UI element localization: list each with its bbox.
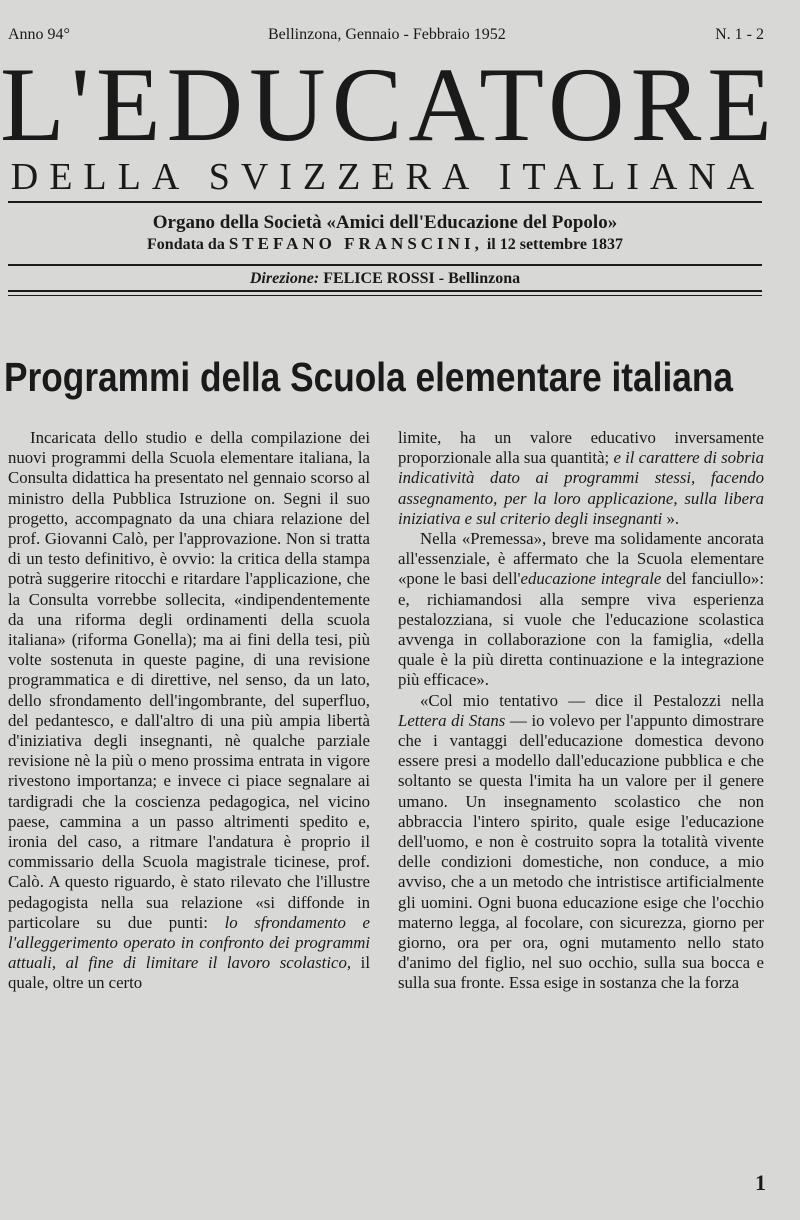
text-run: ». (666, 508, 680, 528)
divider (8, 295, 762, 296)
publication-date: Bellinzona, Gennaio - Febbraio 1952 (268, 26, 506, 43)
organ-line: Organo della Società «Amici dell'Educazione del Popolo» (152, 212, 618, 233)
text-run: il quale, oltre un certo (8, 953, 370, 993)
founder-name: STEFANO FRANSCINI, (228, 234, 483, 253)
issue-number: N. 1 - 2 (715, 26, 764, 43)
text-run: Nella «Premessa», breve ma solidamente ancorata all'essenziale, è affermato che la Scuola elementare «pone le basi dell' (398, 529, 764, 589)
italic-run: e il carattere di sobria indicatività dato ai programmi stessi, facendo assegnamento, per la loro applicazione, sulla libera iniziativa e sul criterio degli insegnanti (398, 448, 764, 528)
masthead-title: L'EDUCATORE (0, 46, 779, 163)
article-title: Programmi della Scuola elementare italiana (4, 354, 733, 400)
founded-line (8, 234, 762, 254)
paragraph (398, 691, 764, 994)
direction-label: Direzione: (249, 270, 320, 287)
italic-run: lo sfrondamento e l'alleggerimento operato in confronto dei programmi attuali, al fine di limitare il lavoro scolastico, (8, 912, 370, 973)
article-column-right (398, 428, 764, 994)
direction-line (8, 270, 762, 288)
divider (8, 290, 762, 292)
paragraph (398, 529, 764, 691)
director-name: FELICE ROSSI - Bellinzona (323, 270, 521, 287)
volume-year: Anno 94° (8, 26, 70, 43)
paragraph (398, 428, 764, 529)
paragraph (8, 428, 370, 994)
masthead-subtitle: DELLA SVIZZERA ITALIANA (10, 156, 766, 198)
text-run: «Col mio tentativo — dice il Pestalozzi nella (420, 690, 764, 710)
text-run: limite, ha un valore educativo inversamente proporzionale alla sua quantità; (398, 428, 764, 468)
founded-date: il 12 settembre 1837 (486, 236, 623, 253)
divider (8, 264, 762, 266)
page-number: 1 (755, 1170, 766, 1195)
text-run: — io volevo per l'appunto dimostrare che i vantaggi dell'educazione domestica devono essere presi a modello dall'educazione pubblica e che soltanto se questa l'imita ha un valore per il genere umano. Un insegnamento scolastico che non abbraccia l'intero spirito, quale esige l'educazione dell'uomo, e non è costruito sopra la totalità vivente delle condizioni domestiche, non conduce, a mio avviso, che a un metodo che intristisce artificialmente gli uomini. Ogni buona educazione esige che l'occhio materno legga, al focolare, con sicurezza, giorno per giorno, ora per ora, ogni mutamento nello stato d'animo del figlio, nel suo occhio, sulla sua bocca e sulla sua fronte. Essa esige in sostanza che la forza (398, 710, 764, 993)
text-run: del fanciullo»: e, richiamandosi alla sempre viva esperienza pestalozziana, si vuole che l'educazione scolastica avvenga in collaborazione con la famiglia, «della quale è la più diretta continuazione e la integrazione più efficace». (398, 569, 764, 690)
text-run: Incaricata dello studio e della compilazione dei nuovi programmi della Scuola elementare italiana, la Consulta didattica ha presentato nel gennaio scorso al ministro della Pubblica Istruzione on. Segni il suo progetto, accompagnato da una chiara relazione del prof. Giovanni Calò, per l'approvazione. Non si tratta di un testo definitivo, è ovvio: la critica della stampa potrà suggerire ritocchi e ritardare l'applicazione, che la Consulta vorrebbe sollecita, «indipendentemente da una riforma degli ordinamenti della scuola italiana» (riforma Gonella); ma ai fini della tesi, più volte sostenuta in queste pagine, di una revisione programmatica e di direttive, nel senso, da un lato, dello sfrondamento dell'ingombrante, del superfluo, del pedantesco, e dall'altro di una più ampia libertà d'iniziativa degli insegnanti, nè qualche parziale revisione nè la più o meno prossima entrata in vigore rivestono importanza; e invece ci piace segnalare ai tardigradi che la coscienza pedagogica, nel vicino paese, cammina a un passo altrimenti spedito e, ironia del caso, a ritmare l'andatura è proprio il commissario della Scuola magistrale ticinese, prof. Calò. A questo riguardo, è stato rilevato che l'illustre pedagogista nella sua relazione «si diffonde in particolare su due punti: (8, 428, 370, 932)
italic-run: Lettera di Stans (398, 710, 506, 730)
divider (8, 201, 762, 203)
article-column-left (8, 428, 370, 994)
founded-prefix: Fondata da (147, 236, 225, 253)
italic-run: educazione integrale (520, 569, 662, 589)
